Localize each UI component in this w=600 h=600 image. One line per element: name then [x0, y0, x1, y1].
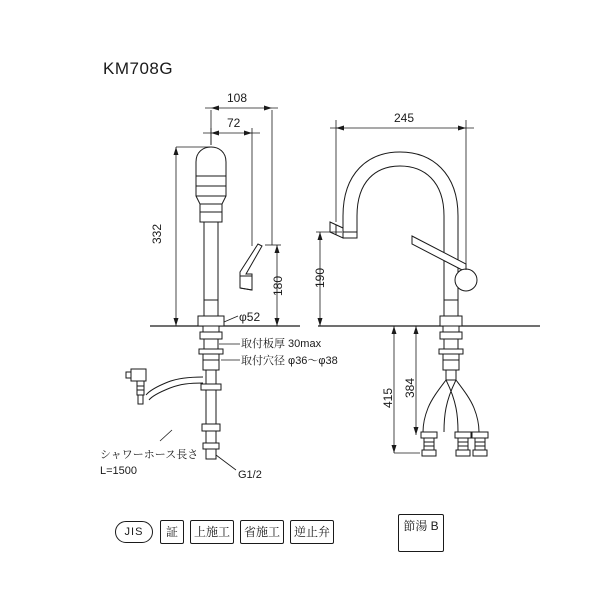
dim-108: 108 — [227, 91, 248, 105]
badge-jis: JIS — [115, 521, 153, 543]
dim-180: 180 — [271, 275, 286, 297]
badge-gyakushiben: 逆止弁 — [290, 520, 334, 544]
note-hose-length-line1: シャワーホース長さ — [100, 449, 199, 461]
badge-setsuyu-line1: 節湯 — [403, 519, 428, 533]
badge-sho: 証 — [160, 520, 184, 544]
note-hole-diameter: 取付穴径 φ36～φ38 — [241, 355, 338, 367]
model-number: KM708G — [103, 59, 174, 78]
note-hose-length-line2: L=1500 — [100, 465, 138, 477]
badge-shoseko: 省施工 — [240, 520, 284, 544]
note-thread-size: G1/2 — [238, 469, 262, 481]
badge-joseko: 上施工 — [190, 520, 234, 544]
badge-setsuyu — [398, 514, 444, 552]
dim-72: 72 — [227, 116, 241, 130]
dim-245: 245 — [394, 111, 415, 125]
dim-415: 415 — [381, 387, 396, 409]
dim-phi52: φ52 — [239, 310, 261, 324]
dim-332: 332 — [150, 223, 165, 245]
badge-setsuyu-line2: B — [430, 519, 439, 533]
dim-384: 384 — [403, 377, 418, 399]
dim-190: 190 — [313, 267, 328, 289]
note-plate-thickness: 取付板厚 30max — [241, 338, 322, 350]
